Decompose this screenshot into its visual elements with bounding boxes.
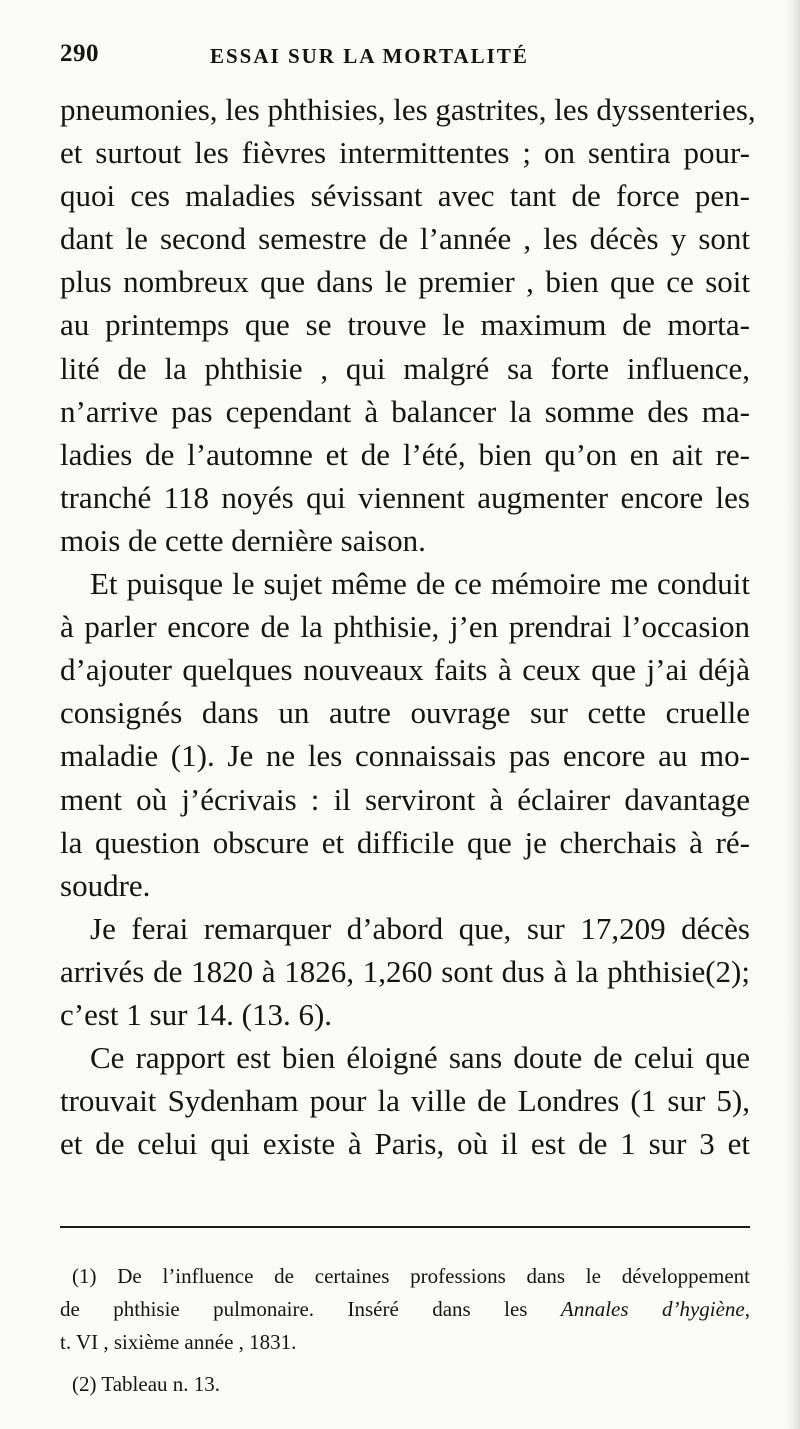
text-line: trouvait Sydenham pour la ville de Londres (1 sur 5),	[60, 1083, 750, 1119]
text-line: arrivés de 1820 à 1826, 1,260 sont dus à la phthisie(2);	[60, 953, 750, 989]
text-line: dant le second semestre de l’année , les décès y sont	[60, 221, 750, 257]
text-line: lité de la phthisie , qui malgré sa forte influence,	[60, 350, 750, 386]
text-line: mois de cette dernière saison.	[60, 522, 426, 558]
paragraph-1	[60, 88, 756, 562]
text-line: Je ferai remarquer d’abord que, sur 17,209 décès	[90, 910, 750, 946]
body-text	[60, 88, 756, 1165]
journal-title: Annales d’hygiène	[560, 1297, 745, 1321]
footnote-line	[60, 1293, 750, 1326]
text-line: Et puisque le sujet même de ce mémoire me conduit	[90, 566, 750, 602]
paragraph-4	[60, 1036, 750, 1165]
text-line: pneumonies, les phthisies, les gastrites, les dyssenteries,	[60, 92, 756, 127]
text-line: plus nombreux que dans le premier , bien que ce soit	[60, 264, 750, 300]
footnote-text: ,	[744, 1297, 750, 1321]
text-line: et de celui qui existe à Paris, où il est de 1 sur 3 et	[60, 1126, 750, 1162]
text-line: et surtout les fièvres intermittentes ; on sentira pour-	[60, 135, 750, 171]
text-line: Ce rapport est bien éloigné sans doute de celui que	[90, 1040, 750, 1076]
page-number: 290	[60, 40, 99, 67]
text-line: ladies de l’automne et de l’été, bien qu’on en ait re-	[60, 436, 750, 472]
text-line: ment où j’écrivais : il serviront à éclairer davantage	[60, 781, 750, 817]
page-edge-shadow	[786, 0, 800, 1429]
footnote-rule	[60, 1226, 750, 1228]
footnotes	[60, 1260, 750, 1401]
text-line: d’ajouter quelques nouveaux faits à ceux que j’ai déjà	[60, 652, 750, 688]
text-line: n’arrive pas cependant à balancer la somme des ma-	[60, 393, 750, 429]
paragraph-3	[60, 907, 750, 1036]
text-line: consignés dans un autre ouvrage sur cette cruelle	[60, 695, 750, 731]
text-line: au printemps que se trouve le maximum de morta-	[60, 307, 750, 343]
page-header	[60, 40, 750, 70]
text-line: la question obscure et difficile que je cherchais à ré-	[60, 824, 750, 860]
paragraph-2	[60, 562, 750, 907]
text-line: quoi ces maladies sévissant avec tant de force pen-	[60, 178, 750, 214]
footnote-1	[60, 1260, 750, 1359]
text-line: soudre.	[60, 867, 151, 903]
text-line: c’est 1 sur 14. (13. 6).	[60, 996, 333, 1032]
footnote-text: de phthisie pulmonaire. Inséré dans les	[60, 1297, 561, 1321]
footnote-2	[60, 1368, 750, 1401]
text-line: tranché 118 noyés qui viennent augmenter encore les	[60, 479, 750, 515]
footnote-line: t. VI , sixième année , 1831.	[60, 1330, 297, 1354]
footnote-line: (2) Tableau n. 13.	[72, 1372, 221, 1396]
text-line: maladie (1). Je ne les connaissais pas encore au mo-	[60, 738, 750, 774]
text-line: à parler encore de la phthisie, j’en prendrai l’occasion	[60, 609, 750, 645]
running-head: ESSAI SUR LA MORTALITÉ	[210, 44, 529, 68]
footnote-line: (1) De l’influence de certaines professions dans le développement	[72, 1264, 750, 1288]
